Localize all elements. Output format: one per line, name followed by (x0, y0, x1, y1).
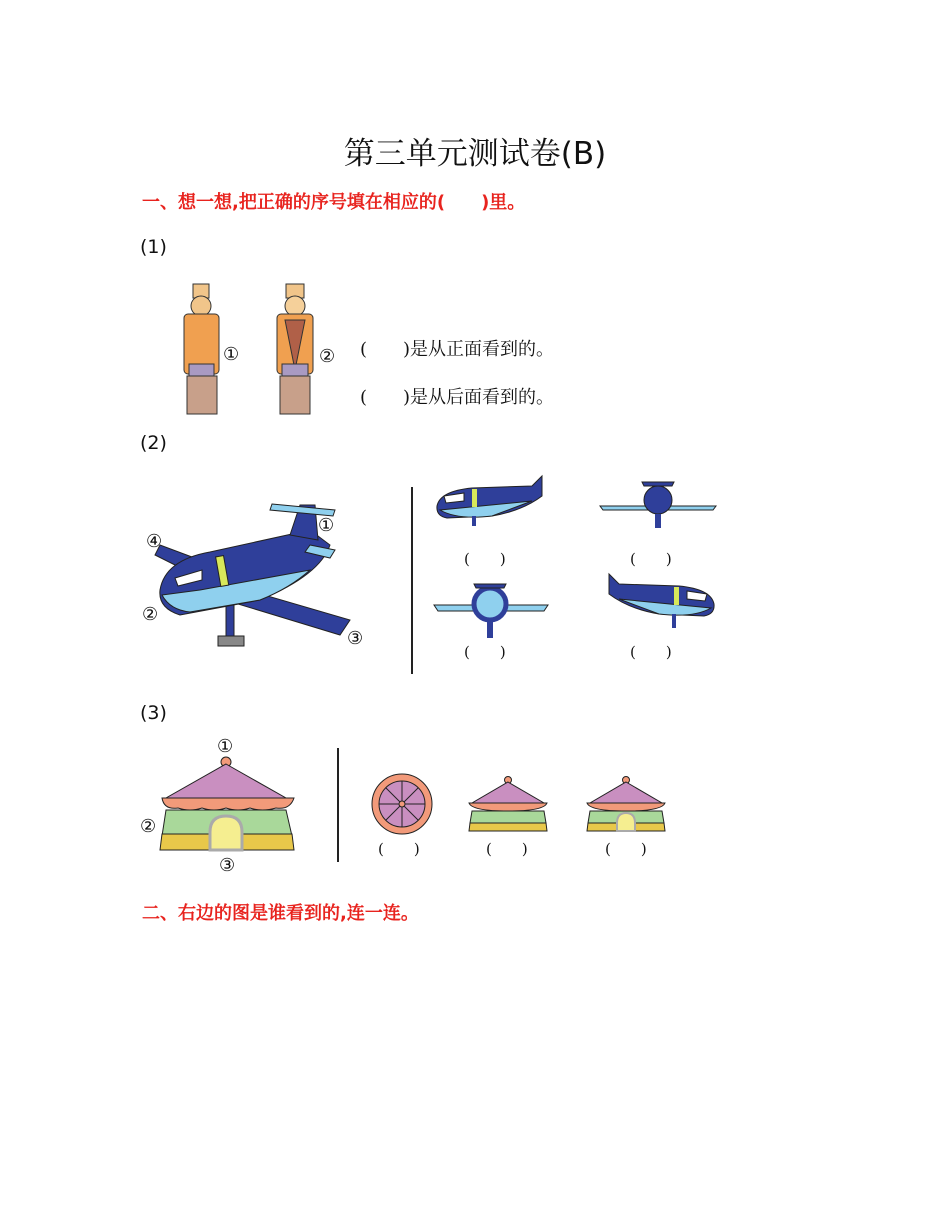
section-2-heading: 二、右边的图是谁看到的,连一连。 (142, 903, 419, 924)
yurt-view-front (584, 775, 668, 835)
plane-mark-4: ④ (146, 531, 163, 552)
yurt-image (158, 756, 300, 856)
yurt-view-top (370, 772, 434, 836)
plane-view-side-left (432, 476, 547, 526)
yurt-view-answer-2: ( ) (486, 840, 528, 858)
plane-view-answer-2: ( ) (630, 550, 672, 568)
yurt-mark-1: ① (217, 736, 234, 757)
question-3-label: (3) (140, 702, 167, 724)
page-title: 第三单元测试卷(B) (343, 136, 607, 172)
plane-mark-1: ① (318, 515, 335, 536)
divider-line-2 (337, 748, 339, 862)
plane-view-front (432, 580, 550, 640)
figures-statues-image (175, 280, 325, 420)
plane-view-answer-1: ( ) (464, 550, 506, 568)
yurt-mark-3: ③ (219, 855, 236, 876)
plane-view-answer-3: ( ) (464, 643, 506, 661)
plane-mark-2: ② (142, 604, 159, 625)
plane-view-side-right (604, 574, 719, 634)
plane-mark-3: ③ (347, 628, 364, 649)
plane-view-top (598, 478, 718, 528)
answer-line-front: ( )是从正面看到的。 (360, 339, 555, 360)
statue-back-view (184, 284, 219, 414)
statue-1-mark: ① (223, 344, 240, 365)
divider-line (411, 487, 413, 674)
yurt-view-answer-3: ( ) (605, 840, 647, 858)
statue-2-mark: ② (319, 346, 336, 367)
section-1-heading: 一、想一想,把正确的序号填在相应的( )里。 (142, 192, 526, 213)
statue-front-view (277, 284, 313, 414)
airplane-image (140, 490, 380, 660)
yurt-view-answer-1: ( ) (378, 840, 420, 858)
question-2-label: (2) (140, 432, 167, 454)
yurt-mark-2: ② (140, 816, 157, 837)
answer-line-back: ( )是从后面看到的。 (360, 387, 555, 408)
question-1-label: (1) (140, 236, 167, 258)
plane-view-answer-4: ( ) (630, 643, 672, 661)
yurt-view-back (466, 775, 550, 835)
